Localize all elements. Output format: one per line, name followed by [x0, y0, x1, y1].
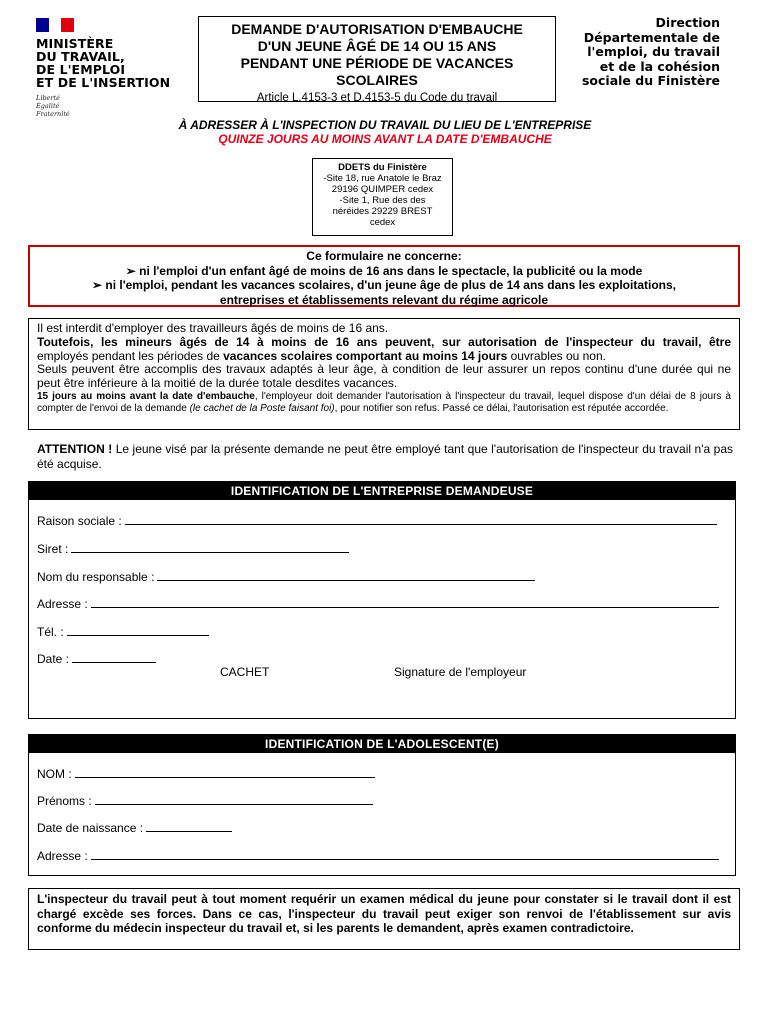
date-input[interactable]	[72, 652, 156, 663]
info-bold: 15 jours au moins avant la date d'embauche	[37, 390, 255, 402]
cachet-label: CACHET	[220, 665, 270, 679]
info-text: , pour notifier son refus. Passé ce délai, l'autorisation est réputée accordée.	[334, 402, 669, 414]
title-box	[198, 16, 556, 102]
ddets-address-box	[312, 158, 453, 236]
info-paragraph	[37, 350, 731, 364]
nom-field[interactable]	[37, 767, 375, 781]
entreprise-heading: IDENTIFICATION DE L'ENTREPRISE DEMANDEUSE	[29, 482, 735, 500]
field-label: NOM :	[37, 767, 72, 781]
arrow-bullet-icon: ➢	[92, 278, 103, 292]
adresse-adolescent-field[interactable]	[37, 849, 719, 863]
info-paragraph	[37, 336, 731, 350]
medical-notice-box	[28, 888, 740, 950]
prenoms-field[interactable]	[37, 794, 373, 808]
field-label: Adresse :	[37, 849, 88, 863]
entreprise-section	[28, 481, 736, 719]
exclusion-item	[30, 264, 738, 279]
raison-sociale-input[interactable]	[125, 514, 717, 525]
prenoms-input[interactable]	[95, 794, 373, 805]
motto-egalite: Égalité	[36, 102, 60, 110]
attention-notice	[37, 442, 733, 472]
info-bold: vacances scolaires comportant au moins 14 jours	[223, 348, 508, 363]
logo-line: DU TRAVAIL,	[36, 49, 125, 64]
address-notice: À ADRESSER À L'INSPECTION DU TRAVAIL DU LIEU DE L'ENTREPRISE	[178, 118, 592, 132]
ddets-line: -Site 18, rue Anatole le Braz	[323, 173, 442, 184]
field-label: Nom du responsable :	[37, 570, 155, 584]
siret-input[interactable]	[71, 542, 349, 553]
tel-input[interactable]	[67, 625, 209, 636]
motto-liberte: Liberté	[36, 94, 60, 102]
ddets-title: DDETS du Finistère	[338, 162, 427, 173]
adolescent-section	[28, 734, 736, 876]
info-bold: Toutefois, les mineurs âgés de 14 à moins de 16 ans peuvent, sur autorisation de l'inspecteur du travail, être	[37, 334, 731, 349]
direction-name: Direction Départementale de l'emploi, du travail et de la cohésion sociale du Finistère	[581, 15, 720, 88]
info-box	[28, 318, 740, 430]
field-label: Adresse :	[37, 597, 88, 611]
medical-notice-text: L'inspecteur du travail peut à tout moment requérir un examen médical du jeune pour constater si le travail dont il est chargé excède ses forces. Dans ce cas, l'inspecteur du travail peut exiger son renvoi de l'établissement sur avis conforme du médecin inspecteur du travail et, si les parents le demandent, après examen contradictoire.	[37, 892, 731, 935]
ddets-line: néréides 29229 BREST	[332, 206, 433, 217]
ddets-line: 29196 QUIMPER cedex	[331, 184, 434, 195]
exclusion-text: ni l'emploi d'un enfant âgé de moins de 16 ans dans le spectacle, la publicité ou la mode	[139, 263, 643, 278]
responsable-input[interactable]	[157, 570, 535, 581]
form-title: DEMANDE D'AUTORISATION D'EMBAUCHE D'UN JEUNE ÂGÉ DE 14 OU 15 ANS PENDANT UNE PÉRIODE DE VACANCES SCOLAIRES	[231, 21, 523, 88]
ddets-line: -Site 1, Rue des des	[339, 195, 426, 206]
logo-line: MINISTÈRE	[36, 36, 114, 51]
info-text: , l'employeur doit demander l'autorisation à l'inspecteur du travail, lequel dispose d'un délai de 8 jours à compter de l'envoi de la demande	[37, 390, 731, 414]
naissance-input[interactable]	[146, 821, 232, 832]
tel-field[interactable]	[37, 625, 209, 639]
naissance-field[interactable]	[37, 821, 232, 835]
logo-line: ET DE L'INSERTION	[36, 75, 171, 90]
signature-label: Signature de l'employeur	[394, 665, 527, 679]
field-label: Date de naissance :	[37, 821, 144, 835]
exclusion-item	[30, 278, 738, 293]
french-flag-icon	[36, 18, 74, 32]
adresse-entreprise-field[interactable]	[37, 597, 719, 611]
info-text: ouvrables ou non.	[507, 348, 606, 363]
ministry-logo	[36, 18, 176, 118]
field-label: Raison sociale :	[37, 514, 122, 528]
adresse-adolescent-input[interactable]	[91, 849, 719, 860]
republic-motto	[36, 94, 176, 118]
exclusions-heading: Ce formulaire ne concerne:	[306, 249, 462, 263]
info-paragraph: Il est interdit d'employer des travailleurs âgés de moins de 16 ans.	[37, 321, 389, 335]
field-label: Prénoms :	[37, 794, 92, 808]
adresse-entreprise-input[interactable]	[91, 597, 719, 608]
attention-label: ATTENTION !	[37, 442, 113, 456]
field-label: Date :	[37, 652, 70, 666]
exclusions-box	[28, 245, 740, 307]
logo-line: DE L'EMPLOI	[36, 62, 126, 77]
exclusion-text: ni l'emploi, pendant les vacances scolaires, d'un jeune âge de plus de 14 ans dans les exploitations,	[105, 278, 676, 292]
responsable-field[interactable]	[37, 570, 535, 584]
info-paragraph	[37, 391, 731, 415]
arrow-bullet-icon: ➢	[125, 263, 136, 278]
deadline-notice: QUINZE JOURS AU MOINS AVANT LA DATE D'EMBAUCHE	[218, 132, 552, 146]
field-label: Tél. :	[37, 625, 64, 639]
form-subtitle: Article L.4153-3 et D.4153-5 du Code du travail	[256, 92, 498, 104]
nom-input[interactable]	[75, 767, 375, 778]
info-text: employés pendant les périodes de	[37, 348, 224, 363]
field-label: Siret :	[37, 542, 69, 556]
info-paragraph: Seuls peuvent être accomplis des travaux adaptés à leur âge, à condition de leur assurer un repos continu d'une durée qui ne peut être inférieure à la moitié de la durée totale desdites vacances.	[37, 362, 731, 391]
attention-text: Le jeune visé par la présente demande ne peut être employé tant que l'autorisation de l'inspecteur du travail n'a pas été acquise.	[37, 442, 733, 471]
info-italic: (le cachet de la Poste faisant foi)	[189, 402, 335, 414]
adolescent-heading: IDENTIFICATION DE L'ADOLESCENT(E)	[29, 735, 735, 753]
motto-fraternite: Fraternité	[36, 110, 70, 118]
exclusion-item-continuation: entreprises et établissements relevant du régime agricole	[219, 292, 549, 307]
date-field[interactable]	[37, 652, 156, 666]
siret-field[interactable]	[37, 542, 349, 556]
raison-sociale-field[interactable]	[37, 514, 717, 528]
ddets-line: cedex	[369, 217, 396, 228]
